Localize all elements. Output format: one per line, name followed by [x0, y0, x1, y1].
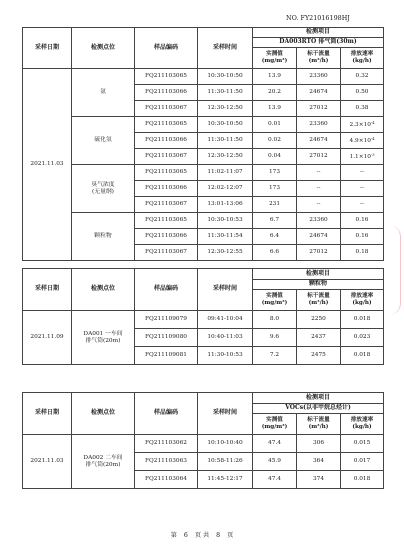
sample-code: FQ211103067: [135, 149, 198, 165]
header-emission: 排放速率 (kg/h): [341, 290, 384, 311]
item-hydrogen-sulfide: 硫化氢: [72, 117, 135, 165]
std-flow-value: --: [297, 181, 341, 197]
measured-value: 13.9: [253, 101, 297, 117]
measured-value: 6.4: [253, 229, 297, 245]
sample-code: FQ211103062: [135, 435, 198, 453]
header-measured: 实测值 (mg/m³): [253, 48, 297, 69]
sample-date-cell: 2021.11.03: [23, 69, 72, 261]
item-odor-concentration: 臭气浓度 (无量纲): [72, 165, 135, 213]
emission-value: 0.015: [341, 435, 384, 453]
report-number: NO. FY21016198HJ: [286, 14, 350, 22]
measured-value: 9.6: [253, 329, 297, 347]
table-da003: [22, 27, 384, 261]
sample-time: 11:30-10:53: [198, 347, 253, 365]
item-ammonia: 氨: [72, 69, 135, 117]
header-emission: 排放速率 (kg/h): [341, 48, 384, 69]
header-emission: 排放速率 (kg/h): [341, 414, 384, 435]
sample-code: FQ211103065: [135, 117, 198, 133]
sample-code: FQ211103064: [135, 471, 198, 489]
sample-time: 12:30-12:50: [198, 101, 253, 117]
emission-value: 0.38: [341, 101, 384, 117]
header-measured: 实测值 (mg/m³): [253, 414, 297, 435]
sample-time: 12:30-12:50: [198, 149, 253, 165]
std-flow-value: --: [297, 165, 341, 181]
sample-time: 12:30-12:55: [198, 245, 253, 261]
sample-time: 11:30-11:50: [198, 133, 253, 149]
std-flow-value: 27012: [297, 245, 341, 261]
sample-code: FQ211103066: [135, 181, 198, 197]
seal-stamp-edge: [389, 225, 401, 315]
measured-value: 6.6: [253, 245, 297, 261]
emission-value: 0.018: [341, 471, 384, 489]
emission-value: 0.32: [341, 69, 384, 85]
header-time: 采样时间: [198, 393, 253, 435]
std-flow-value: 374: [297, 471, 341, 489]
header-project: 检测项目: [253, 269, 384, 280]
current-page: 6: [183, 532, 188, 539]
std-flow-value: 23360: [297, 117, 341, 133]
measured-value: 173: [253, 165, 297, 181]
sample-time: 09:41-10:04: [198, 311, 253, 329]
header-std-flow: 标干流量 (m³/h): [297, 48, 341, 69]
std-flow-value: 27012: [297, 101, 341, 117]
emission-value: $2.3\times 10^{-4}$: [341, 117, 384, 133]
sample-time: 11:45-12:17: [198, 471, 253, 489]
header-pollutant: VOCs(以非甲烷总烃计): [253, 404, 384, 414]
header-project: 检测项目: [253, 28, 384, 38]
sample-code: FQ211109081: [135, 347, 198, 365]
std-flow-value: 2437: [297, 329, 341, 347]
emission-value: --: [341, 165, 384, 181]
sample-time: 10:10-10:40: [198, 435, 253, 453]
std-flow-value: 24674: [297, 133, 341, 149]
sample-code: FQ211103066: [135, 229, 198, 245]
sample-time: 11:02-11:07: [198, 165, 253, 181]
emission-value: 0.16: [341, 229, 384, 245]
sample-time: 13:01-13:06: [198, 197, 253, 213]
sample-code: FQ211103066: [135, 133, 198, 149]
std-flow-value: 306: [297, 435, 341, 453]
sample-code: FQ211109080: [135, 329, 198, 347]
measured-value: 8.0: [253, 311, 297, 329]
emission-value: 0.017: [341, 453, 384, 471]
header-point: 检测点位: [72, 393, 135, 435]
sample-point-cell: DA001 一车间 排气筒(20m): [72, 311, 135, 365]
emission-value: 0.018: [341, 311, 384, 329]
measured-value: 47.4: [253, 471, 297, 489]
emission-value: 0.50: [341, 85, 384, 101]
header-sample: 样品编码: [135, 28, 198, 69]
sample-time: 10:40-11:03: [198, 329, 253, 347]
emission-value: $4.9\times 10^{-4}$: [341, 133, 384, 149]
measured-value: 47.4: [253, 435, 297, 453]
sample-code: FQ211103067: [135, 101, 198, 117]
measured-value: 0.02: [253, 133, 297, 149]
table-row: [23, 117, 384, 133]
measured-value: 7.2: [253, 347, 297, 365]
page-footer: 第 6 页 共 8 页: [170, 532, 234, 539]
measured-value: 45.9: [253, 453, 297, 471]
table-da001: [22, 268, 384, 365]
sample-time: 12:02-12:07: [198, 181, 253, 197]
sample-date-cell: 2021.11.03: [23, 435, 72, 489]
header-time: 采样时间: [198, 28, 253, 69]
std-flow-value: 23360: [297, 69, 341, 85]
sample-time: 11:30-11:50: [198, 85, 253, 101]
header-sample: 样品编码: [135, 393, 198, 435]
header-source: DA003RTO 排气筒(30m): [253, 38, 384, 48]
std-flow-value: 364: [297, 453, 341, 471]
sample-code: FQ211109079: [135, 311, 198, 329]
emission-value: $1.1\times 10^{-3}$: [341, 149, 384, 165]
table-row: [23, 435, 384, 453]
sample-code: FQ211103067: [135, 245, 198, 261]
measured-value: 231: [253, 197, 297, 213]
sample-time: 10:58-11:26: [198, 453, 253, 471]
table-da002: [22, 392, 384, 489]
std-flow-value: 27012: [297, 149, 341, 165]
measured-value: 13.9: [253, 69, 297, 85]
item-particulate-matter: 颗粒物: [72, 213, 135, 261]
measured-value: 6.7: [253, 213, 297, 229]
sample-point-cell: DA002 二车间 排气筒(20m): [72, 435, 135, 489]
sample-time: 11:30-11:54: [198, 229, 253, 245]
sample-code: FQ211103065: [135, 213, 198, 229]
std-flow-value: 2250: [297, 311, 341, 329]
std-flow-value: 23360: [297, 213, 341, 229]
emission-value: --: [341, 181, 384, 197]
table-row: [23, 69, 384, 85]
sample-time: 10:30-10:50: [198, 117, 253, 133]
header-point: 检测点位: [72, 269, 135, 311]
sample-code: FQ211103066: [135, 85, 198, 101]
header-point: 检测点位: [72, 28, 135, 69]
measured-value: 0.01: [253, 117, 297, 133]
sample-date-cell: 2021.11.09: [23, 311, 72, 365]
measured-value: 20.2: [253, 85, 297, 101]
std-flow-value: 2475: [297, 347, 341, 365]
measured-value: 173: [253, 181, 297, 197]
std-flow-value: 24674: [297, 85, 341, 101]
table-row: [23, 311, 384, 329]
emission-value: 0.018: [341, 347, 384, 365]
header-measured: 实测值 (mg/m³): [253, 290, 297, 311]
header-project: 检测项目: [253, 393, 384, 404]
header-date: 采样日期: [23, 269, 72, 311]
measured-value: 0.04: [253, 149, 297, 165]
emission-value: --: [341, 197, 384, 213]
emission-value: 0.023: [341, 329, 384, 347]
emission-value: 0.16: [341, 213, 384, 229]
header-date: 采样日期: [23, 28, 72, 69]
std-flow-value: --: [297, 197, 341, 213]
sample-time: 10:30-10:53: [198, 213, 253, 229]
sample-time: 10:30-10:50: [198, 69, 253, 85]
header-std-flow: 标干流量 (m³/h): [297, 290, 341, 311]
header-std-flow: 标干流量 (m³/h): [297, 414, 341, 435]
std-flow-value: 24674: [297, 229, 341, 245]
header-pollutant: 颗粒物: [253, 280, 384, 290]
total-pages: 8: [216, 532, 221, 539]
header-date: 采样日期: [23, 393, 72, 435]
sample-code: FQ211103067: [135, 197, 198, 213]
header-time: 采样时间: [198, 269, 253, 311]
sample-code: FQ211103065: [135, 69, 198, 85]
table-row: [23, 213, 384, 229]
emission-value: 0.18: [341, 245, 384, 261]
header-sample: 样品编码: [135, 269, 198, 311]
sample-code: FQ211103063: [135, 453, 198, 471]
sample-code: FQ211103065: [135, 165, 198, 181]
table-row: [23, 165, 384, 181]
